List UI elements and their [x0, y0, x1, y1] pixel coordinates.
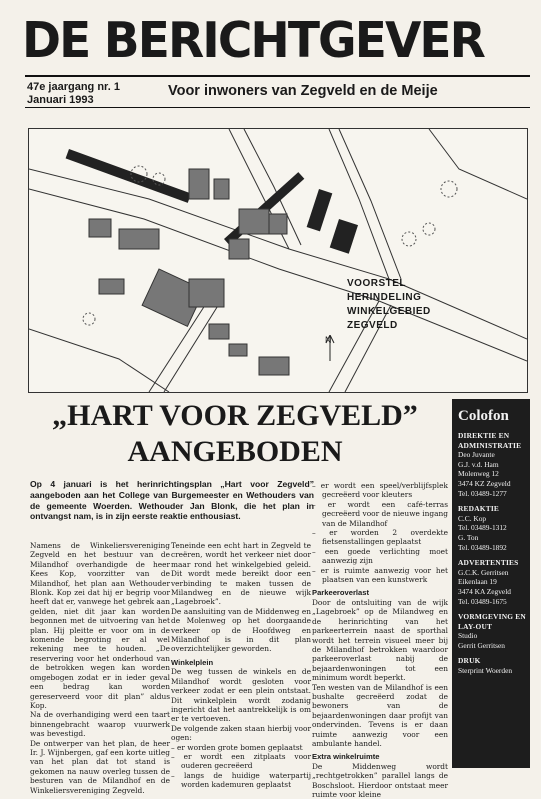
- colofon-heading: REDAKTIE: [458, 504, 500, 514]
- issue-date: Januari 1993: [27, 94, 94, 106]
- paragraph: Door de ontsluiting van de wijk „Lagebroek” op de Milandweg en de herinrichting van het parkeerterrein naast de sporthal wordt het terrein visueel meer bij de Milandhof betrokken waardoor parkeeroverlast nabij de bejaardenwoningen tot een minimum wordt beperkt.: [312, 597, 448, 683]
- colofon-line: G. Ton: [458, 532, 479, 542]
- colofon-block: [452, 558, 530, 606]
- colofon-line: Deo Juvante: [458, 450, 495, 460]
- colofon-block: [452, 431, 530, 498]
- paragraph: Na de overhandiging werd een taart binnengebracht waarop vuurwerk was bevestigd.: [30, 710, 170, 739]
- colofon-heading: DIREKTIE EN ADMINISTRATIE: [458, 431, 522, 450]
- list-item: – er wordt een café-terras gecreëerd voor de nieuwe ingang van de Milandhof: [312, 499, 448, 528]
- headline-line2: AANGEBODEN: [127, 435, 343, 468]
- list-item: – een goede verlichting moet aanwezig zijn: [312, 546, 448, 566]
- subheading: Extra winkelruimte: [312, 752, 380, 762]
- tagline: Voor inwoners van Zegveld en de Meije: [168, 83, 438, 99]
- paragraph: Teneinde een echt hart in Zegveld te creëren, wordt het verkeer niet door maar rond het winkelgebied geleid. Dit wordt mede bereikt door een verbinding te maken tussen de Milandweg en de nieuwe wijk „Lagebroek”.: [171, 541, 311, 607]
- masthead-bottom-rule: [25, 107, 530, 108]
- colofon-line: Tel. 03489-1277: [458, 488, 507, 498]
- subheading: Parkeeroverlast: [312, 588, 369, 598]
- article-column-3: [312, 481, 448, 799]
- north-label: N: [325, 335, 332, 345]
- colofon-box: [452, 399, 530, 768]
- bullet-list: [312, 481, 448, 584]
- colofon-line: 3474 KA Zegveld: [458, 586, 511, 596]
- colofon-title: Colofon: [458, 408, 509, 424]
- list-item: – er worden grote bomen geplaatst: [171, 742, 303, 752]
- article-column-2: [171, 541, 311, 790]
- lead-paragraph: Op 4 januari is het herinrichtingsplan „Hart voor Zegveld” aangeboden aan het College van Burgemeester en Wethouders van de gemeente Woerden. Wethouder Jan Blonk, die het plan in ontvangst nam, is in zijn eerste reaktie enthousiast.: [30, 479, 314, 522]
- masthead-rule: [25, 75, 530, 77]
- colofon-line: Tel. 03489-1312: [458, 523, 507, 533]
- map-caption-line: ZEGVELD: [347, 320, 398, 331]
- issue-volume: 47e jaargang nr. 1: [27, 81, 120, 93]
- colofon-line: G.C.K. Gerritsen: [458, 567, 509, 577]
- colofon-line: Tel. 03489-1892: [458, 542, 507, 552]
- map-caption: [347, 277, 431, 333]
- subheading: Winkelplein: [171, 657, 214, 667]
- bullet-list: [171, 743, 311, 790]
- paragraph: De Middenweg wordt „rechtgetrokken” parallel langs de Boschsloot. Hierdoor ontstaat meer ruimte voor kleine: [312, 761, 448, 799]
- colofon-block: [452, 656, 530, 675]
- colofon-line: G.J. v.d. Ham: [458, 459, 499, 469]
- colofon-line: Sterprint Woerden: [458, 666, 513, 676]
- colofon-block: [452, 504, 530, 552]
- list-item: – er wordt een zitplaats voor ouderen gecreëerd: [171, 751, 311, 771]
- colofon-line: Gerrit Gerritsen: [458, 640, 505, 650]
- masthead-title: DE BERICHTGEVER: [22, 12, 484, 69]
- paragraph: De ontwerper van het plan, de heer Ir. J. Wijnbergen, gaf een korte uitleg van het plan dat tot stand is gekomen na nauw overleg tussen de besturen van de Milandhof en de Winkeliersvereniging Zegveld.: [30, 738, 170, 795]
- colofon-line: Tel. 03489-1675: [458, 596, 507, 606]
- colofon-line: 3474 KZ Zegveld: [458, 478, 511, 488]
- colofon-heading: ADVERTENTIES: [458, 558, 519, 568]
- north-arrow-line: [325, 335, 335, 361]
- headline-line1: „HART VOOR ZEGVELD”: [52, 399, 418, 432]
- article-column-1: [30, 541, 170, 795]
- list-item: – er worden 2 overdekte fietsenstallingen geplaatst: [312, 528, 448, 547]
- north-arrow-icon: [325, 335, 332, 345]
- map-caption-line: HERINDELING: [347, 292, 422, 303]
- map-caption-line: VOORSTEL: [347, 278, 407, 289]
- map-caption-line: WINKELGEBIED: [347, 306, 431, 317]
- colofon-line: C.C. Kop: [458, 513, 487, 523]
- colofon-heading: VORMGEVING EN LAY-OUT: [458, 612, 526, 631]
- colofon-heading: DRUK: [458, 656, 481, 666]
- site-plan-drawing: [29, 129, 527, 392]
- paragraph: De aansluiting van de Middenweg en de Molenweg op het doorgaande verkeer op de Hoofdweg en Milandhof is in dit plan overzichtelijker geworden.: [171, 606, 311, 654]
- colofon-line: Eikenlaan 19: [458, 577, 497, 587]
- headline: [30, 398, 440, 470]
- paragraph: Namens de Winkeliersvereniging Zegveld en het bestuur van de Milandhof overhandigde de heer Kees Kop, voorzitter van de Milandhof, het plan aan Wethouder Blonk. Kop zei dat hij er begrip voor heeft dat er, vanwege het gebrek aan gelden, niet dit jaar kan worden begonnen met de uitvoering van het plan. Hij pleitte er voor om in de komende begroting er al wel rekening mee te houden. „De reservering voor het onderhoud van de betrokken wegen kan worden omgebogen zodat er in ieder geval een bedrag kan worden gereserveerd voor dit plan” aldus Kop.: [30, 541, 170, 710]
- colofon-block: [452, 612, 530, 650]
- list-item: – langs de huidige waterpartij worden kademuren geplaatst: [171, 770, 311, 790]
- list-item: – er wordt een speel/verblijfsplek gecreëerd voor kleuters: [312, 481, 448, 500]
- issue-info: [27, 81, 120, 107]
- site-plan-map: [28, 128, 528, 393]
- list-item: – er is ruimte aanwezig voor het plaatsen van een kunstwerk: [312, 565, 448, 585]
- colofon-line: Studio: [458, 631, 478, 641]
- paragraph: De weg tussen de winkels en de Milandhof wordt gesloten voor verkeer zodat er een plein ontstaat. Dit winkelplein wordt zodanig ingericht dat het aantrekkelijk is om er te vertoeven.: [171, 667, 311, 724]
- paragraph: Ten westen van de Milandhof is een bushalte gecreëerd zodat de bewoners van de bejaardenwoningen daar profijt van ondervinden. Tevens is er daan ruimte aanwezig voor een ambulante handel.: [312, 682, 448, 748]
- colofon-line: Molenweg 12: [458, 469, 499, 479]
- paragraph: De volgende zaken staan hierbij voor ogen:: [171, 723, 311, 743]
